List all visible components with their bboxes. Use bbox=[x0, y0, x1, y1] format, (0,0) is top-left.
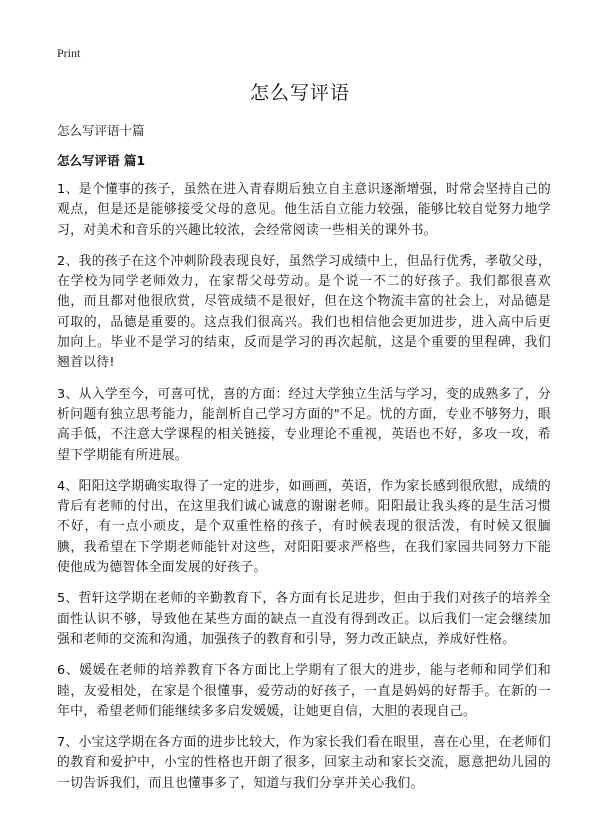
paragraph-3: 3、从入学至今，可喜可忧，喜的方面：经过大学独立生活与学习，变的成熟多了，分析问题有独立思考能力，能剖析自己学习方面的"不足。忧的方面，专业不够努力，眼高手低，不注意大学课程的相关链接，专业理论不重视，英语也不好，多攻一攻，希望下学期能有所进展。 bbox=[57, 386, 551, 463]
paragraph-5: 5、哲轩这学期在老师的辛勤教育下，各方面有长足进步，但由于我们对孩子的培养全面性认识不够，导致他在某些方面的缺点一直没有得到改正。以后我们一定会继续加强和老师的交流和沟通，加强孩子的教育和引导，努力改正缺点，养成好性格。 bbox=[57, 591, 551, 647]
print-link[interactable]: Print bbox=[57, 46, 81, 60]
paragraph-4: 4、阳阳这学期确实取得了一定的进步，如画画，英语，作为家长感到很欣慰，成绩的背后有老师的付出，在这里我们诚心诚意的谢谢老师。阳阳最让我头疼的是生活习惯不好，有一点小顽皮，是个双重性格的孩子，有时候表现的很活泼，有时候又很腼腆，我希望在下学期老师能针对这些，对阳阳要求严格些，在我们家园共同努力下能使他成为德智体全面发展的好孩子。 bbox=[57, 478, 551, 576]
paragraph-7: 7、小宝这学期在各方面的进步比较大，作为家长我们看在眼里，喜在心里，在老师们的教育和爱护中，小宝的性格也开朗了很多，回家主动和家长交流，愿意把幼儿园的一切告诉我们，而且也懂事多了，知道与我们分享并关心我们。 bbox=[57, 735, 551, 791]
paragraph-1: 1、是个懂事的孩子，虽然在进入青春期后独立自主意识逐渐增强，时常会坚持自己的观点，但是还是能够接受父母的意见。他生活自立能力较强，能够比较自觉努力地学习，对美术和音乐的兴趣比较浓，会经常阅读一些相关的课外书。 bbox=[57, 182, 551, 238]
document-title: 怎么写评语 bbox=[249, 82, 350, 104]
section-heading: 怎么写评语 篇1 bbox=[57, 153, 146, 168]
paragraph-2: 2、我的孩子在这个冲刺阶段表现良好，虽然学习成绩中上，但品行优秀，孝敬父母，在学校为同学老师效力，在家帮父母劳动。是个说一不二的好孩子。我们都很喜欢他，而且都对他很欣赏，尽管成绩不是很好，但在这个物流丰富的社会上，对品德是可取的，品德是重要的。这点我们很高兴。我们也相信他会更加进步，进入高中后更加向上。毕业不是学习的结束，反而是学习的再次起航，这是个重要的里程碑，我们翘首以待! bbox=[57, 253, 551, 371]
document-subtitle: 怎么写评语十篇 bbox=[57, 123, 145, 138]
paragraph-list bbox=[57, 180, 551, 805]
paragraph-6: 6、媛媛在老师的培养教育下各方面比上学期有了很大的进步，能与老师和同学们和睦，友爱相处，在家是个很懂事，爱劳动的好孩子，一直是妈妈的好帮手。在新的一年中，希望老师们能继续多多启发媛媛，让她更自信，大胆的表现自己。 bbox=[57, 663, 551, 719]
